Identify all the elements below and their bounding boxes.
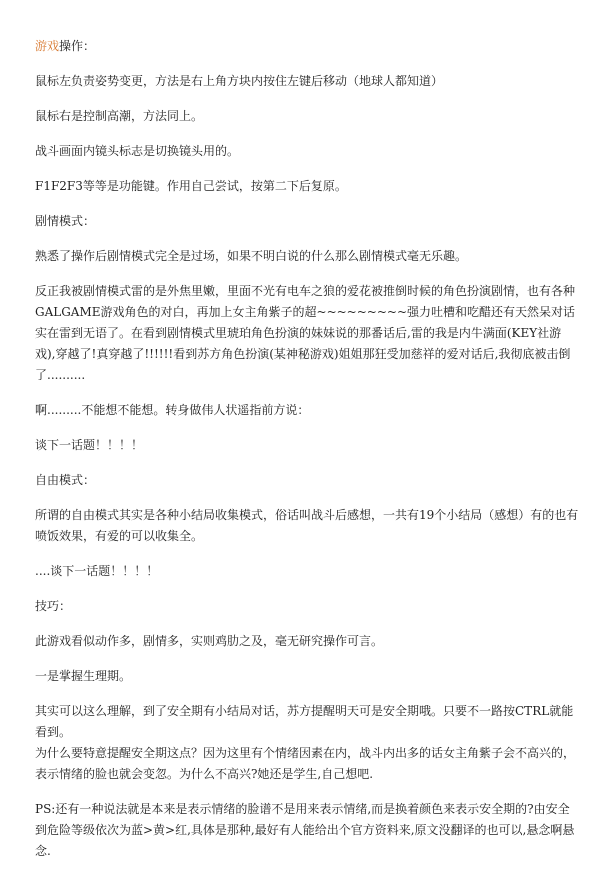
paragraph-left-mouse: 鼠标左负责姿势变更，方法是右上角方块内按住左键后移动（地球人都知道） [35, 74, 444, 88]
paragraph-next-topic-1: 谈下一话题！！！！ [35, 438, 144, 452]
paragraph-why-remind: 为什么要特意提醒安全期这点？因为这里有个情绪因素在内，战斗内出多的话女主角紫子会不高兴的，表示情绪的脸也就会变忽。为什么不高兴?她还是学生,自己想吧. [35, 746, 576, 781]
paragraph-function-keys: F1F2F3等等是功能键。作用自己尝试，按第二下后复原。 [35, 179, 347, 193]
section-heading-tips: 技巧： [35, 599, 72, 613]
section-heading-game-controls [35, 36, 580, 57]
paragraph-next-topic-2: ....谈下一话题！！！！ [35, 564, 159, 578]
paragraph-tip-one: 一是掌握生理期。 [35, 669, 132, 683]
paragraph-cant-think: 啊.........不能想不能想。转身做伟人状遥指前方说： [35, 403, 310, 417]
paragraph-ps: PS:还有一种说法就是本来是表示情绪的脸谱不是用来表示情绪,而是换着颜色来表示安全期的?由安全到危险等级依次为蓝>黄>红,具体是那种,最好有人能给出个官方资料来,原文没翻译的也可以,悬念啊悬念. [35, 802, 575, 858]
paragraph-camera-icon: 战斗画面内镜头标志是切换镜头用的。 [35, 144, 240, 158]
article-body [35, 36, 580, 876]
paragraph-free-mode: 所谓的自由模式其实是各种小结局收集模式，俗话叫战斗后感想，一共有19个小结局（感想）有的也有喷饭效果，有爱的可以收集全。 [35, 508, 579, 543]
heading-suffix: 操作： [59, 39, 96, 53]
section-heading-free-mode: 自由模式： [35, 473, 96, 487]
paragraph-story-intro: 熟悉了操作后剧情模式完全是过场，如果不明白说的什么那么剧情模式毫无乐趣。 [35, 249, 468, 263]
game-link[interactable]: 游戏 [35, 39, 60, 53]
paragraph-right-mouse: 鼠标右是控制高潮，方法同上。 [35, 109, 204, 123]
section-heading-story-mode: 剧情模式： [35, 214, 96, 228]
paragraph-story-detail: 反正我被剧情模式雷的是外焦里嫩，里面不光有电车之狼的爱花被推倒时候的角色扮演剧情，也有各种GALGAME游戏角色的对白，再加上女主角紫子的超~~~~~~~~~强力吐槽和吃醋还有天然呆对话实在雷到无语了。在看到剧情模式里琥珀角色扮演的妹妹说的那番话后,雷的我是内牛满面(KEY社游戏),穿越了!真穿越了!!!!!!看到苏方角色扮演(某神秘游戏)姐姐那狂受加慈祥的爱对话后,我彻底被击倒了.......... [35, 284, 576, 382]
paragraph-safe-period: 其实可以这么理解，到了安全期有小结局对话，苏方提醒明天可是安全期哦。只要不一路按CTRL就能看到。 [35, 704, 574, 739]
paragraph-tips-intro: 此游戏看似动作多，剧情多，实则鸡肋之及，毫无研究操作可言。 [35, 634, 384, 648]
